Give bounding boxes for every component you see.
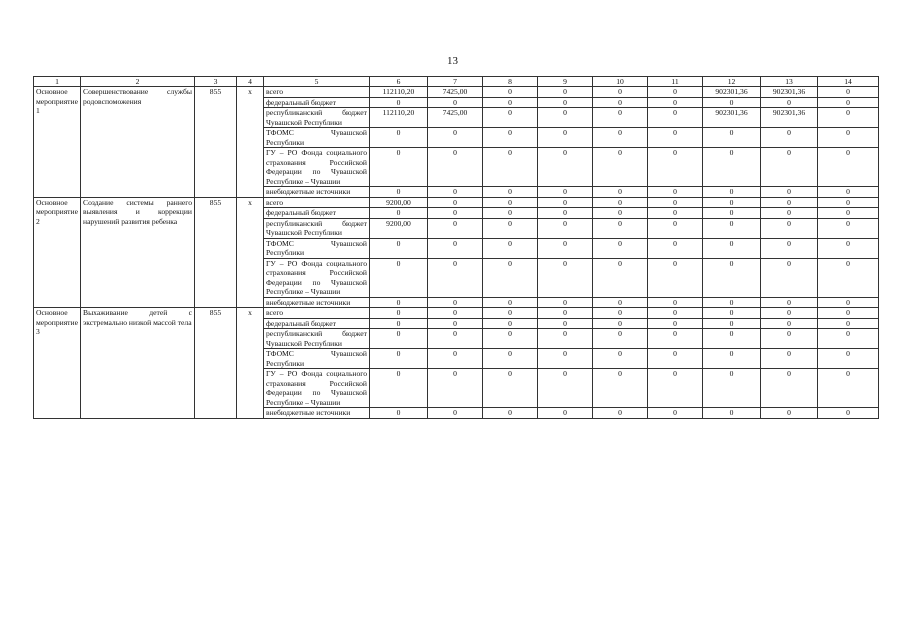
value-cell: 0 <box>818 108 879 128</box>
header-cell: 7 <box>428 77 483 87</box>
source-cell: ГУ – РО Фонда социального страхования Российской Федерации по Чувашской Республике – Чувашии <box>264 148 370 187</box>
value-cell: 0 <box>593 208 648 219</box>
code-cell: 855 <box>195 87 237 198</box>
header-cell: 2 <box>81 77 195 87</box>
value-cell: 0 <box>703 297 761 308</box>
value-cell: 0 <box>818 369 879 408</box>
header-cell: 9 <box>538 77 593 87</box>
value-cell: 0 <box>428 297 483 308</box>
value-cell: 0 <box>818 408 879 419</box>
value-cell: 0 <box>483 87 538 98</box>
value-cell: 0 <box>370 238 428 258</box>
value-cell: 0 <box>483 238 538 258</box>
value-cell: 0 <box>428 197 483 208</box>
value-cell: 0 <box>818 97 879 108</box>
header-cell: 5 <box>264 77 370 87</box>
header-cell: 14 <box>818 77 879 87</box>
funding-table <box>33 76 879 419</box>
value-cell: 0 <box>818 218 879 238</box>
value-cell: 112110,20 <box>370 87 428 98</box>
value-cell: 0 <box>818 197 879 208</box>
value-cell: 0 <box>818 208 879 219</box>
value-cell: 902301,36 <box>761 108 818 128</box>
value-cell: 0 <box>483 297 538 308</box>
header-cell: 10 <box>593 77 648 87</box>
mark-cell: x <box>237 308 264 419</box>
value-cell: 0 <box>703 369 761 408</box>
header-cell: 3 <box>195 77 237 87</box>
value-cell: 0 <box>818 318 879 329</box>
value-cell: 0 <box>370 97 428 108</box>
source-cell: внебюджетные источники <box>264 297 370 308</box>
value-cell: 0 <box>648 349 703 369</box>
value-cell: 0 <box>538 208 593 219</box>
value-cell: 0 <box>428 408 483 419</box>
value-cell: 0 <box>370 258 428 297</box>
value-cell: 0 <box>648 97 703 108</box>
source-cell: всего <box>264 197 370 208</box>
value-cell: 0 <box>648 297 703 308</box>
value-cell: 0 <box>761 238 818 258</box>
value-cell: 0 <box>761 218 818 238</box>
value-cell: 0 <box>538 258 593 297</box>
value-cell: 0 <box>483 308 538 319</box>
value-cell: 0 <box>538 187 593 198</box>
value-cell: 0 <box>648 329 703 349</box>
value-cell: 0 <box>428 187 483 198</box>
value-cell: 0 <box>483 318 538 329</box>
value-cell: 0 <box>818 329 879 349</box>
value-cell: 0 <box>370 408 428 419</box>
value-cell: 0 <box>483 208 538 219</box>
value-cell: 0 <box>538 97 593 108</box>
value-cell: 0 <box>703 148 761 187</box>
value-cell: 0 <box>483 97 538 108</box>
value-cell: 0 <box>593 97 648 108</box>
value-cell: 0 <box>648 208 703 219</box>
table-row <box>34 197 879 208</box>
value-cell: 0 <box>761 187 818 198</box>
value-cell: 0 <box>370 148 428 187</box>
value-cell: 0 <box>703 318 761 329</box>
value-cell: 9200,00 <box>370 197 428 208</box>
value-cell: 0 <box>593 87 648 98</box>
value-cell: 0 <box>593 148 648 187</box>
source-cell: республиканский бюджет Чувашской Республики <box>264 218 370 238</box>
value-cell: 0 <box>428 128 483 148</box>
value-cell: 0 <box>648 318 703 329</box>
value-cell: 0 <box>593 258 648 297</box>
value-cell: 0 <box>761 297 818 308</box>
value-cell: 0 <box>818 349 879 369</box>
value-cell: 0 <box>538 349 593 369</box>
header-cell: 12 <box>703 77 761 87</box>
value-cell: 0 <box>428 258 483 297</box>
source-cell: федеральный бюджет <box>264 208 370 219</box>
code-cell: 855 <box>195 197 237 308</box>
value-cell: 0 <box>648 258 703 297</box>
value-cell: 0 <box>761 197 818 208</box>
value-cell: 0 <box>761 97 818 108</box>
value-cell: 0 <box>761 208 818 219</box>
value-cell: 0 <box>703 258 761 297</box>
value-cell: 0 <box>703 349 761 369</box>
value-cell: 0 <box>761 308 818 319</box>
value-cell: 7425,00 <box>428 87 483 98</box>
value-cell: 0 <box>818 297 879 308</box>
value-cell: 0 <box>703 197 761 208</box>
value-cell: 0 <box>370 128 428 148</box>
value-cell: 0 <box>648 187 703 198</box>
value-cell: 0 <box>370 349 428 369</box>
value-cell: 0 <box>593 329 648 349</box>
value-cell: 0 <box>538 238 593 258</box>
value-cell: 0 <box>483 258 538 297</box>
value-cell: 902301,36 <box>761 87 818 98</box>
value-cell: 0 <box>593 369 648 408</box>
value-cell: 0 <box>428 218 483 238</box>
value-cell: 0 <box>761 258 818 297</box>
value-cell: 0 <box>648 369 703 408</box>
value-cell: 0 <box>703 187 761 198</box>
header-cell: 1 <box>34 77 81 87</box>
value-cell: 0 <box>761 128 818 148</box>
activity-main-cell: Основное мероприятие 3 <box>34 308 81 419</box>
source-cell: республиканский бюджет Чувашской Республики <box>264 329 370 349</box>
value-cell: 0 <box>538 197 593 208</box>
value-cell: 0 <box>370 208 428 219</box>
value-cell: 0 <box>538 108 593 128</box>
value-cell: 0 <box>761 369 818 408</box>
value-cell: 0 <box>703 238 761 258</box>
value-cell: 0 <box>593 297 648 308</box>
value-cell: 0 <box>538 128 593 148</box>
value-cell: 0 <box>703 408 761 419</box>
value-cell: 0 <box>648 148 703 187</box>
value-cell: 0 <box>370 187 428 198</box>
value-cell: 0 <box>483 197 538 208</box>
mark-cell: x <box>237 87 264 198</box>
value-cell: 0 <box>538 297 593 308</box>
value-cell: 0 <box>818 187 879 198</box>
code-cell: 855 <box>195 308 237 419</box>
mark-cell: x <box>237 197 264 308</box>
value-cell: 0 <box>483 408 538 419</box>
value-cell: 0 <box>538 148 593 187</box>
value-cell: 0 <box>648 87 703 98</box>
activity-main-cell: Основное мероприятие 2 <box>34 197 81 308</box>
value-cell: 0 <box>593 349 648 369</box>
source-cell: ТФОМС Чувашской Республики <box>264 349 370 369</box>
value-cell: 0 <box>370 308 428 319</box>
value-cell: 0 <box>703 97 761 108</box>
value-cell: 0 <box>483 108 538 128</box>
source-cell: федеральный бюджет <box>264 318 370 329</box>
activity-name-cell: Создание системы раннего выявления и коррекции нарушений развития ребенка <box>81 197 195 308</box>
value-cell: 0 <box>538 329 593 349</box>
value-cell: 0 <box>538 87 593 98</box>
value-cell: 0 <box>483 349 538 369</box>
page-number: 13 <box>447 55 458 67</box>
value-cell: 0 <box>428 308 483 319</box>
header-cell: 11 <box>648 77 703 87</box>
value-cell: 0 <box>648 308 703 319</box>
value-cell: 0 <box>370 369 428 408</box>
value-cell: 0 <box>538 318 593 329</box>
value-cell: 0 <box>538 218 593 238</box>
value-cell: 0 <box>703 329 761 349</box>
source-cell: всего <box>264 308 370 319</box>
value-cell: 0 <box>648 408 703 419</box>
source-cell: республиканский бюджет Чувашской Республики <box>264 108 370 128</box>
value-cell: 0 <box>428 97 483 108</box>
value-cell: 0 <box>538 369 593 408</box>
source-cell: ТФОМС Чувашской Республики <box>264 238 370 258</box>
value-cell: 902301,36 <box>703 108 761 128</box>
header-cell: 4 <box>237 77 264 87</box>
value-cell: 0 <box>593 408 648 419</box>
activity-main-cell: Основное мероприятие 1 <box>34 87 81 198</box>
activity-name-cell: Выхаживание детей с экстремально низкой массой тела <box>81 308 195 419</box>
source-cell: федеральный бюджет <box>264 97 370 108</box>
value-cell: 0 <box>593 318 648 329</box>
value-cell: 0 <box>370 297 428 308</box>
value-cell: 0 <box>761 318 818 329</box>
value-cell: 0 <box>428 329 483 349</box>
value-cell: 0 <box>483 329 538 349</box>
source-cell: ГУ – РО Фонда социального страхования Российской Федерации по Чувашской Республике – Чувашии <box>264 258 370 297</box>
value-cell: 0 <box>428 238 483 258</box>
value-cell: 0 <box>593 108 648 128</box>
table-row <box>34 308 879 319</box>
value-cell: 0 <box>761 329 818 349</box>
value-cell: 0 <box>428 208 483 219</box>
value-cell: 0 <box>538 408 593 419</box>
value-cell: 0 <box>428 369 483 408</box>
value-cell: 0 <box>818 148 879 187</box>
value-cell: 9200,00 <box>370 218 428 238</box>
value-cell: 0 <box>761 349 818 369</box>
value-cell: 902301,36 <box>703 87 761 98</box>
value-cell: 0 <box>818 87 879 98</box>
value-cell: 0 <box>483 187 538 198</box>
source-cell: ТФОМС Чувашской Республики <box>264 128 370 148</box>
value-cell: 0 <box>593 128 648 148</box>
value-cell: 0 <box>648 197 703 208</box>
value-cell: 0 <box>593 218 648 238</box>
header-row <box>34 77 879 87</box>
value-cell: 0 <box>703 308 761 319</box>
value-cell: 0 <box>370 329 428 349</box>
activity-name-cell: Совершенствование службы родовспоможения <box>81 87 195 198</box>
value-cell: 0 <box>538 308 593 319</box>
value-cell: 0 <box>818 238 879 258</box>
table-body <box>34 77 879 419</box>
value-cell: 0 <box>818 308 879 319</box>
value-cell: 0 <box>370 318 428 329</box>
value-cell: 0 <box>593 187 648 198</box>
value-cell: 7425,00 <box>428 108 483 128</box>
header-cell: 8 <box>483 77 538 87</box>
value-cell: 0 <box>818 128 879 148</box>
value-cell: 112110,20 <box>370 108 428 128</box>
value-cell: 0 <box>703 208 761 219</box>
value-cell: 0 <box>818 258 879 297</box>
value-cell: 0 <box>703 218 761 238</box>
value-cell: 0 <box>593 238 648 258</box>
source-cell: внебюджетные источники <box>264 187 370 198</box>
value-cell: 0 <box>483 128 538 148</box>
value-cell: 0 <box>761 148 818 187</box>
value-cell: 0 <box>703 128 761 148</box>
value-cell: 0 <box>761 408 818 419</box>
value-cell: 0 <box>483 218 538 238</box>
table-row <box>34 87 879 98</box>
value-cell: 0 <box>428 349 483 369</box>
value-cell: 0 <box>648 238 703 258</box>
source-cell: всего <box>264 87 370 98</box>
source-cell: внебюджетные источники <box>264 408 370 419</box>
value-cell: 0 <box>483 369 538 408</box>
value-cell: 0 <box>483 148 538 187</box>
value-cell: 0 <box>593 197 648 208</box>
value-cell: 0 <box>428 318 483 329</box>
value-cell: 0 <box>648 108 703 128</box>
value-cell: 0 <box>648 218 703 238</box>
source-cell: ГУ – РО Фонда социального страхования Российской Федерации по Чувашской Республике – Чувашии <box>264 369 370 408</box>
value-cell: 0 <box>593 308 648 319</box>
header-cell: 13 <box>761 77 818 87</box>
header-cell: 6 <box>370 77 428 87</box>
value-cell: 0 <box>648 128 703 148</box>
value-cell: 0 <box>428 148 483 187</box>
